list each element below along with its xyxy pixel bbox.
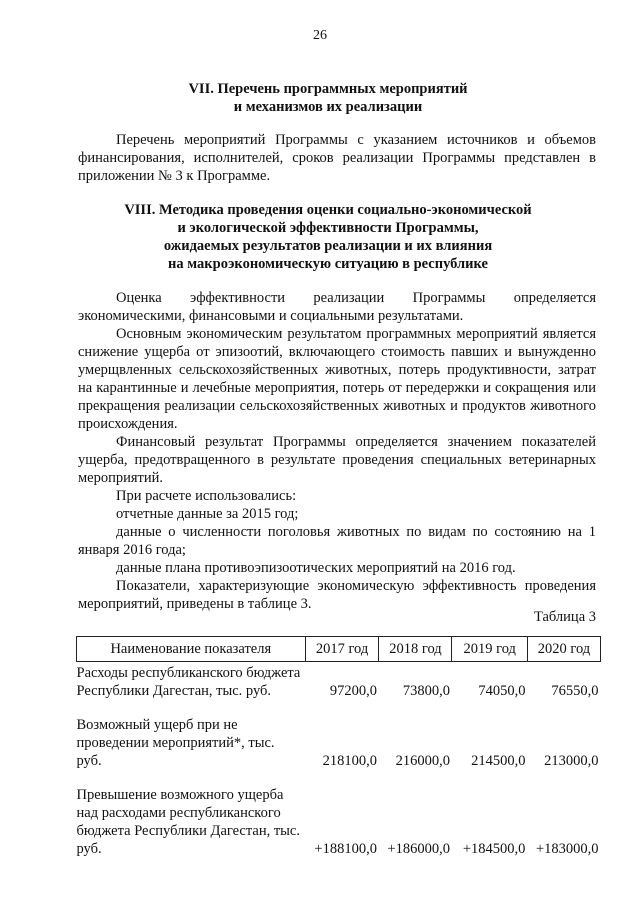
heading-line: VIII. Методика проведения оценки социально-экономической — [124, 202, 532, 218]
table-row — [77, 784, 601, 862]
indicator-name: Возможный ущерб при не проведении мероприятий*, тыс. руб. — [76, 717, 275, 769]
indicator-name: Превышение возможного ущерба над расходами республиканского бюджета Республики Дагестан, тыс. руб. — [76, 787, 300, 857]
section-7-heading — [60, 80, 596, 116]
paragraph: Показатели, характеризующие экономическую эффективность проведения мероприятий, приведены в таблице 3. — [78, 578, 596, 612]
column-header: 2018 год — [379, 637, 452, 662]
paragraph: данные о численности поголовья животных по видам по состоянию на 1 января 2016 года; — [78, 524, 596, 558]
column-header: 2017 год — [305, 637, 379, 662]
table-row — [77, 662, 601, 715]
table-cell: +186000,0 — [387, 841, 450, 857]
indicators-table — [76, 636, 601, 862]
paragraph: При расчете использовались: — [116, 488, 297, 504]
indicator-name: Расходы республиканского бюджета Республики Дагестан, тыс. руб. — [76, 665, 301, 699]
table-header-row — [77, 637, 601, 662]
table-cell: 73800,0 — [402, 683, 450, 699]
table-cell: 74050,0 — [478, 683, 526, 699]
table-row — [77, 714, 601, 784]
heading-line: и механизмов их реализации — [233, 99, 423, 115]
paragraph: отчетные данные за 2015 год; — [116, 506, 299, 522]
table-cell: 76550,0 — [551, 683, 599, 699]
page-number: 26 — [313, 28, 327, 43]
heading-line: на макроэкономическую ситуацию в республике — [168, 256, 488, 272]
table-cell: 213000,0 — [544, 753, 599, 769]
table-cell: 216000,0 — [395, 753, 450, 769]
column-header: 2020 год — [527, 637, 600, 662]
table-cell: +188100,0 — [314, 841, 377, 857]
table-cell: 214500,0 — [471, 753, 526, 769]
heading-line: и экологической эффективности Программы, — [177, 220, 479, 236]
section-8-heading — [60, 201, 596, 273]
paragraph: Перечень мероприятий Программы с указанием источников и объемов финансирования, исполнителей, сроков реализации Программы представлен в приложении № 3 к Программе. — [78, 132, 596, 184]
table-cell: 218100,0 — [322, 753, 377, 769]
column-header: 2019 год — [452, 637, 527, 662]
paragraph: Оценка эффективности реализации Программы определяется экономическими, финансовыми и социальными результатами. — [78, 290, 596, 324]
table-cell: +184500,0 — [462, 841, 526, 857]
table-cell: 97200,0 — [329, 683, 377, 699]
section-7-body — [78, 131, 596, 185]
section-8-body — [78, 289, 596, 613]
paragraph: данные плана противоэпизоотических мероприятий на 2016 год. — [116, 560, 516, 576]
paragraph: Основным экономическим результатом программных мероприятий является снижение ущерба от эпизоотий, включающего стоимость павших и вынужденно умерщвленных сельскохозяйственных животных, потерь продуктивности, затрат на карантинные и лечебные мероприятия, потерь от передержки и сокращения или прекращения реализации сельскохозяйственных животных и продуктов животного происхождения. — [78, 326, 596, 432]
column-header: Наименование показателя — [77, 637, 306, 662]
heading-line: ожидаемых результатов реализации и их влияния — [163, 238, 493, 254]
paragraph: Финансовый результат Программы определяется значением показателей ущерба, предотвращенного в результате проведения специальных ветеринарных мероприятий. — [78, 434, 596, 486]
heading-line: VII. Перечень программных мероприятий — [188, 81, 468, 97]
table-caption: Таблица 3 — [533, 609, 596, 625]
table-cell: +183000,0 — [535, 841, 599, 857]
